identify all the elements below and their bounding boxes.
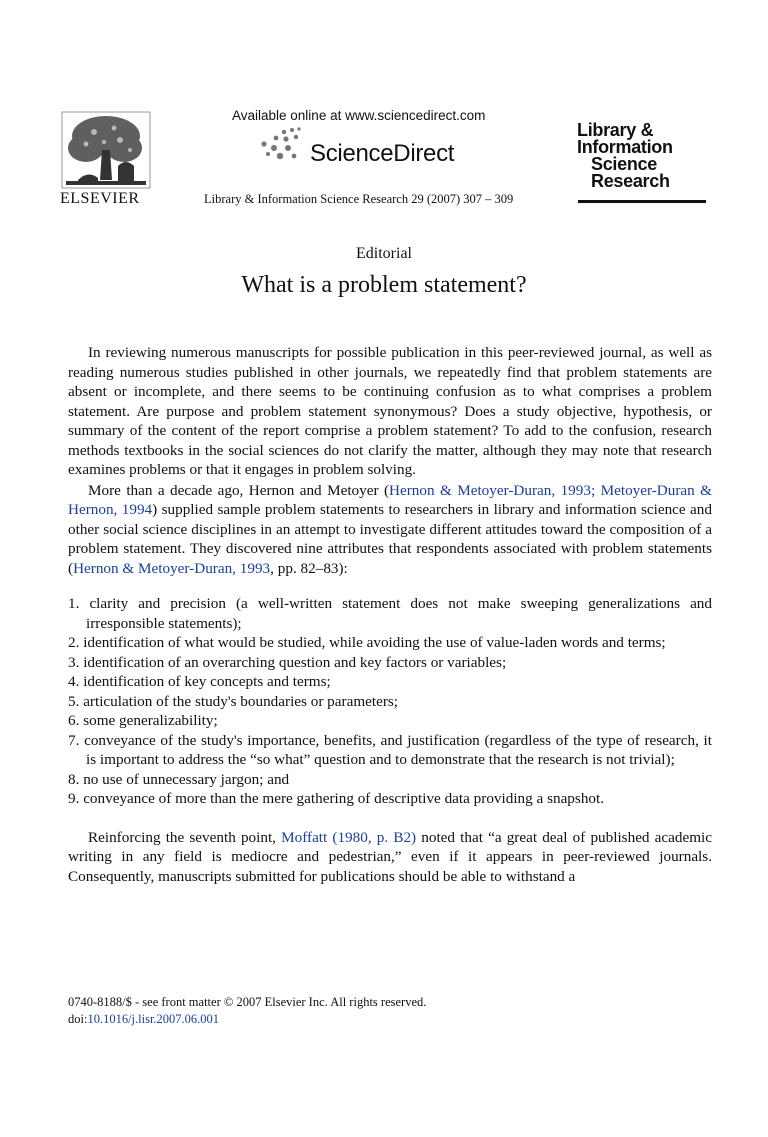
section-label: Editorial <box>356 245 412 262</box>
attributes-list <box>68 594 712 809</box>
paragraph-1: In reviewing numerous manuscripts for possible publication in this peer-reviewed journal, as well as reading numerous studies published in other journals, we repeatedly find that problem statements are absent or incomplete, and there seems to be continuing confusion as to what comprises a problem statement. Are purpose and problem statement synonymous? Does a study objective, hypothesis, or summary of the content of the report comprise a problem statement? To add to the confusion, research methods textbooks in the social sciences do not clarify the matter, although they may note that research examines problems or that it engages in problem solving. <box>68 344 712 478</box>
paragraph-text: , pp. 82–83): <box>270 559 348 577</box>
page-footer <box>68 994 426 1028</box>
copyright-notice: 0740-8188/$ - see front matter © 2007 Elsevier Inc. All rights reserved. <box>68 995 427 1009</box>
journal-logo-line: Science <box>591 154 657 174</box>
paragraph-2 <box>68 481 712 579</box>
citation-link[interactable]: Hernon & Metoyer-Duran, 1993 <box>73 559 271 577</box>
list-item: 1. clarity and precision (a well-written statement does not make sweeping generalizations and irresponsible statements); <box>68 595 712 632</box>
list-item: 4. identification of key concepts and terms; <box>68 673 331 690</box>
journal-logo-line: Information <box>577 137 673 157</box>
doi-line <box>68 1011 426 1028</box>
paragraph-text: ) supplied sample problem statements to researchers in library and information science and other social science disciplines in an attempt to investigate different attitudes toward the composition of a problem statement. They discovered nine attributes that respondents associated with problem statements ( <box>68 501 712 577</box>
list-item: 5. articulation of the study's boundaries or parameters; <box>68 692 399 710</box>
journal-logo-line: Library & <box>577 120 654 140</box>
article-title: What is a problem statement? <box>241 272 527 298</box>
paragraph-text: noted that “a great deal of published academic writing in any field is mediocre and pedestrian,” even if it appears in peer-reviewed journals. Consequently, manuscripts submitted for publications should be able to withstand a <box>68 828 713 885</box>
citation-link[interactable]: Moffatt (1980, p. B2) <box>281 828 417 846</box>
sciencedirect-dots-icon <box>254 126 304 166</box>
doi-link[interactable]: 10.1016/j.lisr.2007.06.001 <box>87 1012 220 1026</box>
list-item: 6. some generalizability; <box>68 712 218 729</box>
list-item: 9. conveyance of more than the mere gathering of descriptive data providing a snapshot. <box>68 790 605 807</box>
paragraph-3 <box>68 828 712 887</box>
citation-link[interactable]: Hernon & Metoyer-Duran, 1993; Metoyer-Duran & Hernon, 1994 <box>68 481 712 518</box>
paragraph-text: More than a decade ago, Hernon and Metoyer ( <box>88 481 390 499</box>
article-body <box>68 343 712 886</box>
publisher-name: ELSEVIER <box>60 190 140 207</box>
doi-prefix: doi: <box>68 1012 88 1026</box>
list-item: 7. conveyance of the study's importance, benefits, and justification (regardless of the type of research, it is important to address the “so what” question and to demonstrate that the research is not trivial); <box>68 731 712 768</box>
list-item: 8. no use of unnecessary jargon; and <box>68 770 290 788</box>
paragraph-text: Reinforcing the seventh point, <box>88 828 282 846</box>
journal-logo-rule <box>578 200 706 203</box>
journal-logo <box>577 122 707 190</box>
list-item: 2. identification of what would be studied, while avoiding the use of value-laden words and terms; <box>68 634 666 651</box>
list-item: 3. identification of an overarching question and key factors or variables; <box>68 653 507 671</box>
sciencedirect-wordmark: ScienceDirect <box>310 140 455 167</box>
journal-citation: Library & Information Science Research 29 (2007) 307 – 309 <box>204 192 514 206</box>
journal-logo-line: Research <box>591 171 670 191</box>
available-online-text: Available online at www.sciencedirect.com <box>232 108 486 123</box>
